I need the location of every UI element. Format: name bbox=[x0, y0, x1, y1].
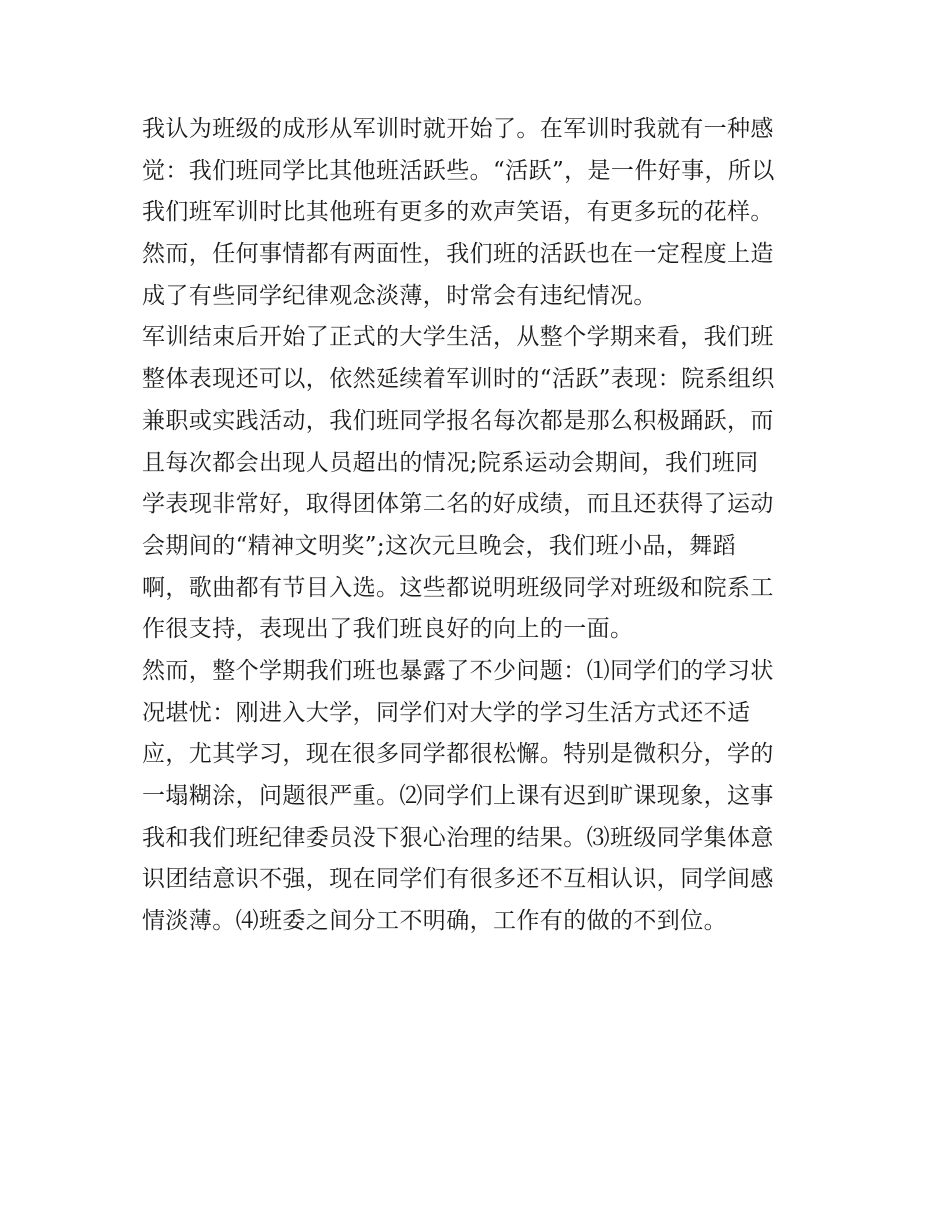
text-line: 学表现非常好，取得团体第二名的好成绩，而且还获得了运动 bbox=[142, 491, 774, 518]
text-line: 况堪忧：刚进入大学，同学们对大学的学习生活方式还不适 bbox=[142, 699, 751, 726]
text-line: 作很支持，表现出了我们班良好的向上的一面。 bbox=[142, 616, 634, 643]
text-line: 整体表现还可以，依然延续着军训时的“活跃”表现：院系组织 bbox=[142, 366, 775, 393]
text-line: 情淡薄。⑷班委之间分工不明确，工作有的做的不到位。 bbox=[142, 908, 727, 935]
text-line: 我们班军训时比其他班有更多的欢声笑语，有更多玩的花样。 bbox=[142, 199, 774, 226]
text-line: 且每次都会出现人员超出的情况;院系运动会期间，我们班同 bbox=[142, 449, 759, 476]
text-line: 我认为班级的成形从军训时就开始了。在军训时我就有一种感 bbox=[142, 116, 774, 142]
text-line: 会期间的“精神文明奖”;这次元旦晚会，我们班小品，舞蹈 bbox=[142, 532, 737, 559]
text-line: 兼职或实践活动，我们班同学报名每次都是那么积极踊跃，而 bbox=[142, 407, 774, 434]
body-text bbox=[142, 109, 814, 943]
text-line: 然而，任何事情都有两面性，我们班的活跃也在一定程度上造 bbox=[142, 241, 774, 268]
text-line: 识团结意识不强，现在同学们有很多还不互相认识，同学间感 bbox=[142, 866, 774, 893]
text-line: 啊，歌曲都有节目入选。这些都说明班级同学对班级和院系工 bbox=[142, 574, 774, 601]
text-line: 一塌糊涂，问题很严重。⑵同学们上课有迟到旷课现象，这事 bbox=[142, 783, 774, 809]
text-line: 军训结束后开始了正式的大学生活，从整个学期来看，我们班 bbox=[142, 324, 774, 351]
text-line: 成了有些同学纪律观念淡薄，时常会有违纪情况。 bbox=[142, 282, 657, 309]
text-line: 应，尤其学习，现在很多同学都很松懈。特别是微积分，学的 bbox=[142, 741, 774, 768]
text-line: 我和我们班纪律委员没下狠心治理的结果。⑶班级同学集体意 bbox=[142, 824, 774, 851]
text-line: 觉：我们班同学比其他班活跃些。“活跃”，是一件好事，所以 bbox=[142, 157, 775, 184]
text-line: 然而，整个学期我们班也暴露了不少问题：⑴同学们的学习状 bbox=[142, 657, 774, 684]
